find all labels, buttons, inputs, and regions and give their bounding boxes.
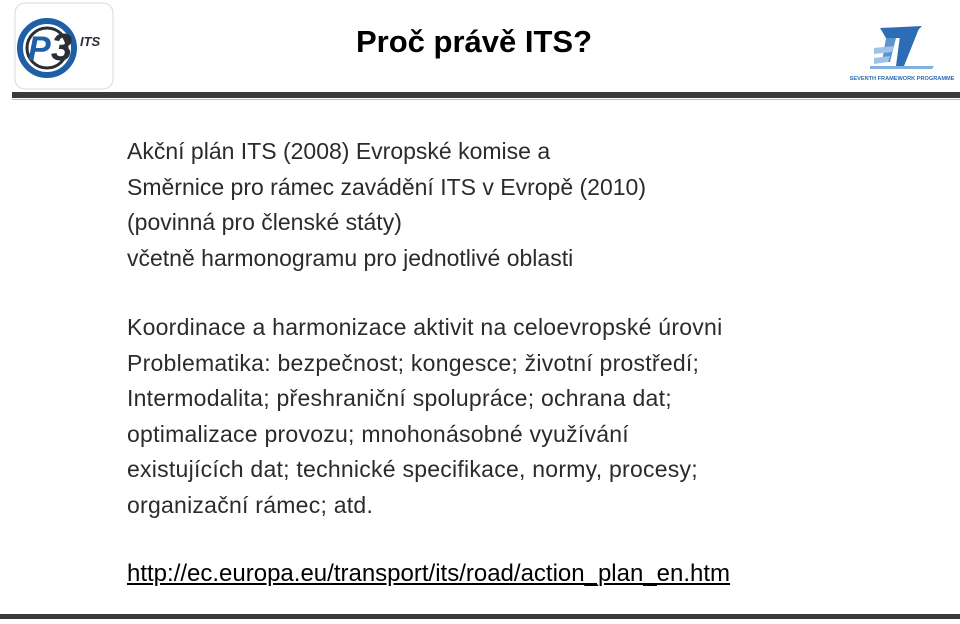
header-divider-shadow xyxy=(12,99,960,100)
text-line: Koordinace a harmonizace aktivit na celoevropské úrovni xyxy=(127,314,723,340)
text-line: Intermodalita; přeshraniční spolupráce; ochrana dat; xyxy=(127,385,672,411)
text-line: včetně harmonogramu pro jednotlivé oblasti xyxy=(127,244,574,271)
logo-right-text: SEVENTH FRAMEWORK PROGRAMME xyxy=(849,76,955,82)
text-line: (povinná pro členské státy) xyxy=(127,209,402,235)
page-title: Proč právě ITS? xyxy=(356,24,593,59)
fp7-logo xyxy=(849,18,955,88)
footer-divider xyxy=(0,614,960,619)
p3its-logo xyxy=(14,2,114,90)
svg-text:3: 3 xyxy=(51,27,73,69)
svg-text:P: P xyxy=(28,30,51,68)
text-line: optimalizace provozu; mnohonásobné využívání xyxy=(127,420,629,447)
text-line: Problematika: bezpečnost; kongesce; životní prostředí; xyxy=(127,349,700,376)
intro-text-block xyxy=(127,134,646,276)
text-line: Akční plán ITS (2008) Evropské komise a xyxy=(127,138,551,164)
logo-left-text: ITS xyxy=(80,34,101,49)
text-line: existujících dat; technické specifikace, normy, procesy; xyxy=(127,456,698,482)
text-line: Směrnice pro rámec zavádění ITS v Evropě (2010) xyxy=(127,173,647,200)
topics-text-block xyxy=(127,310,722,523)
header-divider xyxy=(12,92,960,98)
text-line: organizační rámec; atd. xyxy=(127,491,374,518)
action-plan-link[interactable]: http://ec.europa.eu/transport/its/road/action_plan_en.htm xyxy=(127,560,731,587)
